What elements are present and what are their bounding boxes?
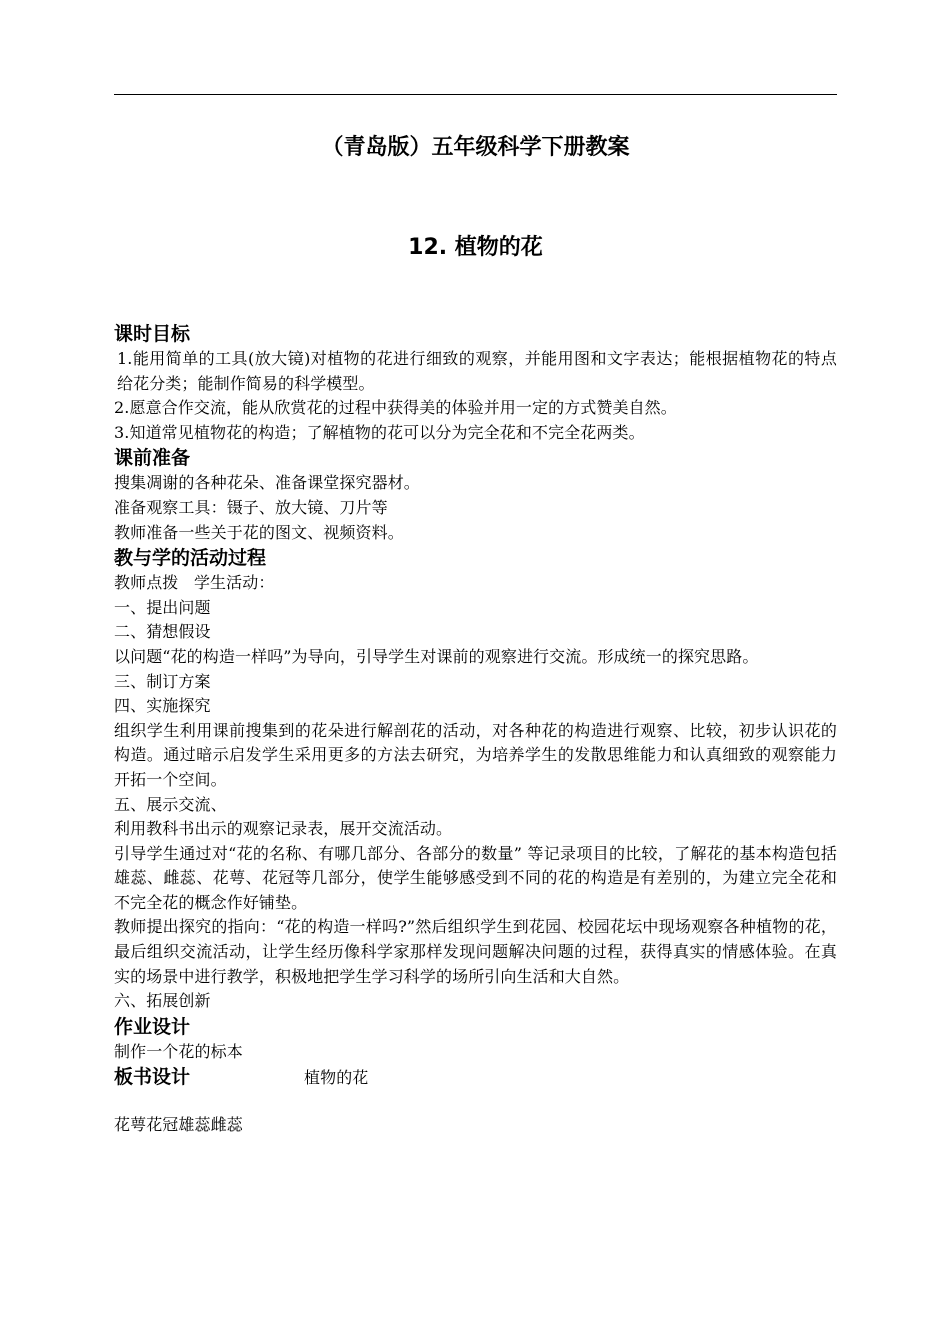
lesson-title: 12. 植物的花	[408, 235, 543, 260]
process-line: 三、制订方案	[114, 671, 211, 691]
preparation-item: 教师准备一些关于花的图文、视频资料。	[114, 522, 404, 542]
board-title: 植物的花	[304, 1068, 369, 1088]
process-line: 二、猜想假设	[114, 622, 211, 642]
board-content: 花萼花冠雄蕊雌蕊	[114, 1115, 243, 1135]
homework-heading: 作业设计	[114, 1015, 191, 1038]
document-title: （青岛版）五年级科学下册教案	[321, 135, 630, 160]
preparation-heading: 课前准备	[114, 447, 191, 470]
objective-item: 1.能用简单的工具(放大镜)对植物的花进行细致的观察，并能用图和文字表达；能根据植物花的特点给花分类；能制作简易的科学模型。	[117, 349, 837, 393]
document-body	[114, 321, 837, 1138]
process-line: 六、拓展创新	[114, 991, 211, 1011]
process-line: 利用教科书出示的观察记录表，展开交流活动。	[114, 819, 453, 839]
objective-item: 3.知道常见植物花的构造；了解植物的花可以分为完全花和不完全花两类。	[114, 422, 645, 442]
header-rule	[114, 94, 837, 95]
process-line: 一、提出问题	[114, 597, 211, 617]
process-line: 四、实施探究	[114, 696, 211, 716]
homework-text: 制作一个花的标本	[114, 1041, 243, 1061]
process-line: 教师点拨 学生活动：	[114, 573, 275, 593]
process-line: 以问题“花的构造一样吗”为导向，引导学生对课前的观察进行交流。形成统一的探究思路。	[114, 646, 759, 666]
preparation-item: 搜集凋谢的各种花朵、准备课堂探究器材。	[114, 473, 420, 493]
spacer	[114, 1091, 837, 1113]
process-heading: 教与学的活动过程	[114, 547, 267, 570]
process-line: 组织学生利用课前搜集到的花朵进行解剖花的活动，对各种花的构造进行观察、比较，初步认识花的构造。通过暗示启发学生采用更多的方法去研究，为培养学生的发散思维能力和认真细致的观察能力开拓一个空间。	[114, 720, 837, 789]
board-heading: 板书设计	[114, 1066, 191, 1089]
process-line: 五、展示交流、	[114, 794, 227, 814]
preparation-item: 准备观察工具：镊子、放大镜、刀片等	[114, 497, 388, 517]
objective-item: 2.愿意合作交流，能从欣赏花的过程中获得美的体验并用一定的方式赞美自然。	[114, 398, 677, 418]
process-line: 教师提出探究的指向：“花的构造一样吗?”然后组织学生到花园、校园花坛中现场观察各种植物的花，最后组织交流活动，让学生经历像科学家那样发现问题解决问题的过程，获得真实的情感体验。在真实的场景中进行教学，积极地把学生学习科学的场所引向生活和大自然。	[114, 917, 837, 986]
objectives-heading: 课时目标	[114, 323, 191, 345]
process-line: 引导学生通过对“花的名称、有哪几部分、各部分的数量” 等记录项目的比较，了解花的基本构造包括雄蕊、雌蕊、花萼、花冠等几部分，使学生能够感受到不同的花的构造是有差别的，为建立完全花和不完全花的概念作好铺垫。	[114, 843, 837, 912]
board-design-row	[114, 1064, 837, 1091]
